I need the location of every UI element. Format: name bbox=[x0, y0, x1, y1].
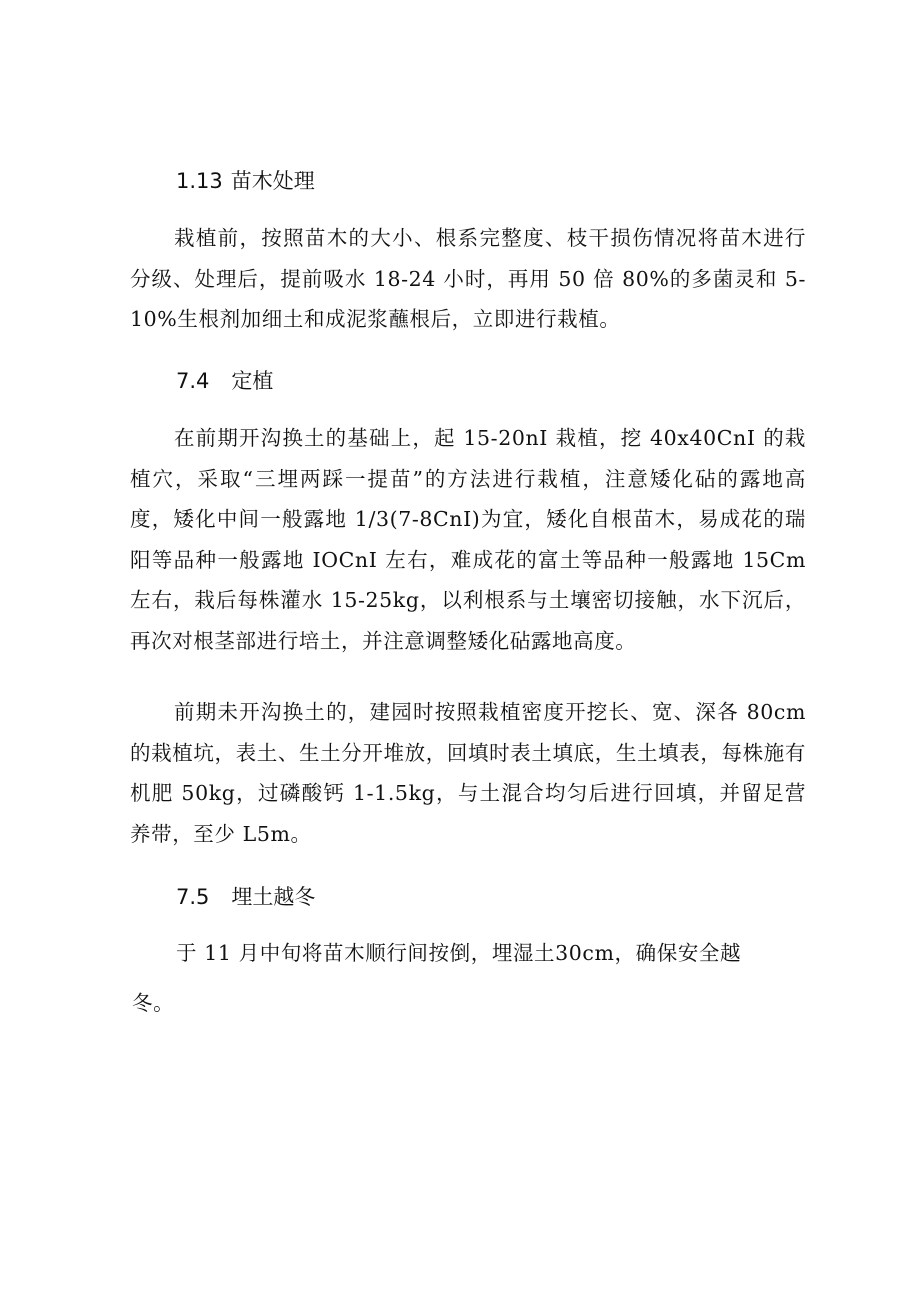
paragraph-line: 冬。 bbox=[132, 991, 175, 1015]
paragraph-line: 于 11 月中旬将苗木顺行间按倒，埋湿土30cm，确保安全越 bbox=[176, 941, 742, 965]
section-number: 1.13 bbox=[176, 169, 223, 193]
section-heading bbox=[176, 366, 273, 396]
section-title: 定植 bbox=[231, 369, 274, 393]
paragraph: 在前期开沟换土的基础上，起 15-20nI 栽植，挖 40x40CnI 的栽植穴，采取“三埋两踩一提苗”的方法进行栽植，注意矮化砧的露地高度，矮化中间一般露地 1/3(7-8CnI)为宜，矮化自根苗木，易成花的瑞阳等品种一般露地 IOCnI 左右，难成花的富土等品种一般露地 15Cm 左右，栽后每株灌水 15-25kg，以利根系与土壤密切接触，水下沉后，再次对根茎部进行培土，并注意调整矮化砧露地高度。 bbox=[130, 426, 806, 653]
paragraph: 栽植前，按照苗木的大小、根系完整度、枝干损伤情况将苗木进行分级、处理后，提前吸水 18-24 小时，再用 50 倍 80%的多菌灵和 5-10%生根剂加细土和成泥浆蘸根后，立即进行栽植。 bbox=[130, 226, 806, 331]
section-title: 苗木处理 bbox=[230, 169, 315, 193]
section-heading bbox=[176, 882, 315, 912]
section-title: 埋土越冬 bbox=[231, 885, 316, 909]
section-heading bbox=[176, 166, 315, 196]
section-number: 7.5 bbox=[176, 885, 210, 909]
paragraph: 前期未开沟换土的，建园时按照栽植密度开挖长、宽、深各 80cm的栽植坑，表土、生土分开堆放，回填时表土填底，生土填表，每株施有机肥 50kg，过磷酸钙 1-1.5kg，与土混合均匀后进行回填，并留足营养带，至少 L5m。 bbox=[130, 700, 806, 846]
section-number: 7.4 bbox=[176, 369, 210, 393]
